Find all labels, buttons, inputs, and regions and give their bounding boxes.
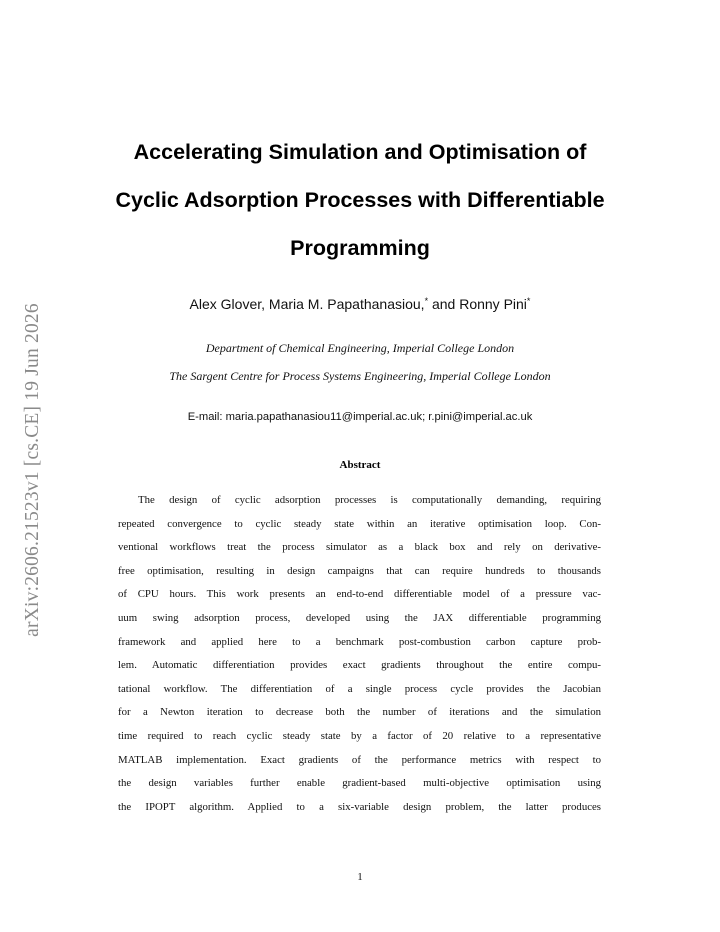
abstract-body	[118, 489, 601, 819]
abstract-line: lem. Automatic differentiation provides exact gradients throughout the entire compu-	[118, 659, 601, 672]
corresponding-author-mark-2: *	[526, 296, 531, 306]
title-line-2: Cyclic Adsorption Processes with Differentiable	[115, 188, 605, 212]
author-names-last: and Ronny Pini	[428, 296, 527, 312]
title-line-1: Accelerating Simulation and Optimisation of	[133, 140, 587, 164]
page-number: 1	[357, 871, 363, 883]
abstract-line: uum swing adsorption process, developed using the JAX differentiable programming	[118, 611, 601, 624]
abstract-line: framework and applied here to a benchmark post-combustion carbon capture prob-	[118, 635, 601, 648]
abstract-line: repeated convergence to cyclic steady state within an iterative optimisation loop. Con-	[118, 517, 601, 530]
abstract-line: ventional workflows treat the process simulator as a black box and rely on derivative-	[118, 541, 601, 554]
abstract-line: time required to reach cyclic steady state by a factor of 20 relative to a representative	[118, 729, 601, 742]
corresponding-author-mark-1: *	[424, 296, 429, 306]
abstract-line: for a Newton iteration to decrease both the number of iterations and the simulation	[118, 706, 601, 719]
abstract-line: the IPOPT algorithm. Applied to a six-variable design problem, the latter produces	[118, 800, 601, 813]
abstract-line: MATLAB implementation. Exact gradients of the performance metrics with respect to	[118, 753, 601, 766]
author-names-first: Alex Glover, Maria M. Papathanasiou,	[189, 296, 425, 312]
title-line-3: Programming	[290, 236, 430, 260]
abstract-line: free optimisation, resulting in design campaigns that can require hundreds to thousands	[118, 564, 601, 577]
abstract-line: the design variables further enable gradient-based multi-objective optimisation using	[118, 777, 601, 790]
affiliation-department: Department of Chemical Engineering, Imperial College London	[205, 341, 515, 355]
abstract-line: The design of cyclic adsorption processes is computationally demanding, requiring	[138, 494, 601, 506]
abstract-line: tational workflow. The differentiation of a single process cycle provides the Jacobian	[118, 682, 601, 695]
paper-title	[70, 128, 650, 272]
abstract-heading: Abstract	[339, 459, 381, 471]
author-list	[0, 296, 720, 312]
arxiv-identifier-text: arXiv:2606.21523v1 [cs.CE] 19 Jun 2026	[22, 303, 43, 637]
abstract-line: of CPU hours. This work presents an end-to-end differentiable model of a pressure vac-	[118, 588, 601, 601]
contact-email: E-mail: maria.papathanasiou11@imperial.ac.uk; r.pini@imperial.ac.uk	[187, 411, 533, 423]
affiliation-sargent-centre: The Sargent Centre for Process Systems Engineering, Imperial College London	[169, 369, 551, 383]
